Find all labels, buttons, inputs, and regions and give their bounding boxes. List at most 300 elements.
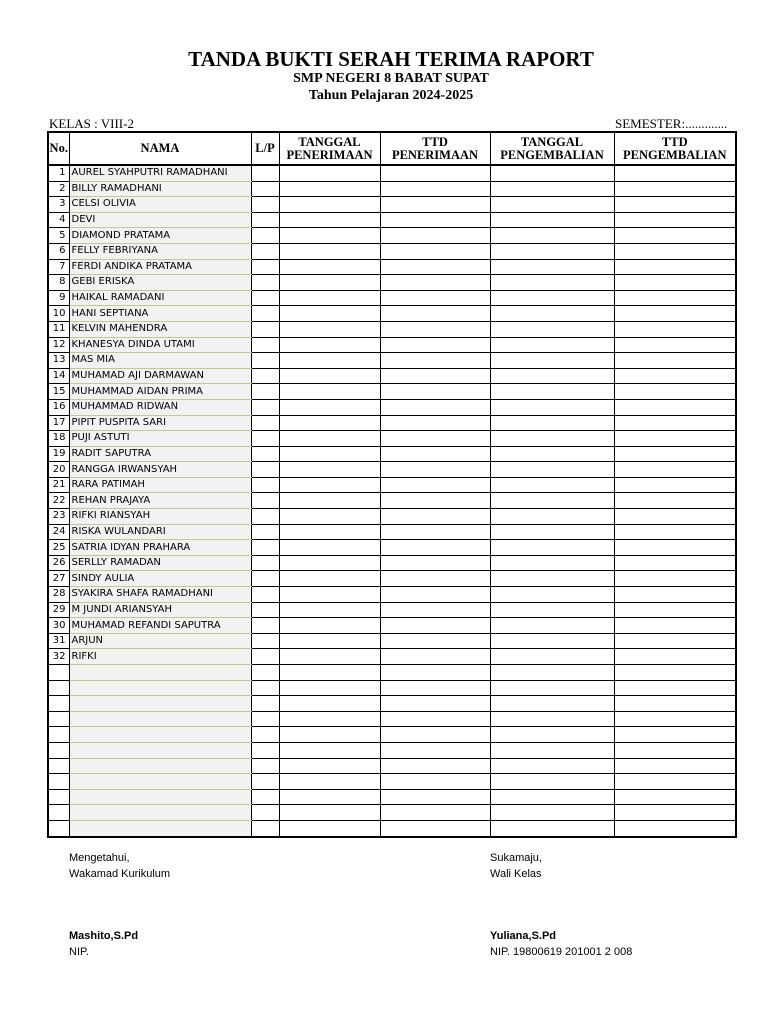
col-header-no: No. <box>48 132 69 165</box>
row-tanggal-penerimaan <box>279 399 380 415</box>
row-lp <box>251 665 279 681</box>
row-ttd-penerimaan <box>380 353 490 369</box>
row-nama: RISKA WULANDARI <box>69 524 251 540</box>
table-row <box>48 462 736 478</box>
row-nama <box>69 742 251 758</box>
col-header-tanggal-pengembalian: TANGGAL PENGEMBALIAN <box>490 132 614 165</box>
row-lp <box>251 540 279 556</box>
left-sign-line2: Wakamad Kurikulum <box>69 868 171 880</box>
left-sign-line1: Mengetahui, <box>69 852 130 864</box>
row-ttd-pengembalian <box>614 602 736 618</box>
row-nama: MUHAMMAD AIDAN PRIMA <box>69 384 251 400</box>
row-ttd-penerimaan <box>380 431 490 447</box>
row-ttd-pengembalian <box>614 571 736 587</box>
row-lp <box>251 181 279 197</box>
row-ttd-penerimaan <box>380 306 490 322</box>
empty-table-row <box>48 742 736 758</box>
row-no <box>48 711 69 727</box>
table-row <box>48 618 736 634</box>
row-lp <box>251 587 279 603</box>
row-ttd-penerimaan <box>380 774 490 790</box>
row-lp <box>251 493 279 509</box>
row-no: 13 <box>48 353 69 369</box>
row-tanggal-pengembalian <box>490 774 614 790</box>
row-no: 24 <box>48 524 69 540</box>
row-tanggal-pengembalian <box>490 758 614 774</box>
col-header-ttd-pengembalian: TTD PENGEMBALIAN <box>614 132 736 165</box>
row-no: 15 <box>48 384 69 400</box>
row-no: 22 <box>48 493 69 509</box>
row-lp <box>251 197 279 213</box>
table-row <box>48 165 736 181</box>
row-tanggal-pengembalian <box>490 711 614 727</box>
row-nama: HANI SEPTIANA <box>69 306 251 322</box>
col-header-lp: L/P <box>251 132 279 165</box>
row-nama <box>69 789 251 805</box>
row-nama: RARA PATIMAH <box>69 477 251 493</box>
row-no: 10 <box>48 306 69 322</box>
row-ttd-pengembalian <box>614 431 736 447</box>
row-ttd-penerimaan <box>380 228 490 244</box>
row-no: 18 <box>48 431 69 447</box>
row-tanggal-penerimaan <box>279 321 380 337</box>
row-tanggal-penerimaan <box>279 665 380 681</box>
row-ttd-pengembalian <box>614 181 736 197</box>
report-handover-table <box>47 131 737 838</box>
row-ttd-pengembalian <box>614 493 736 509</box>
row-ttd-pengembalian <box>614 446 736 462</box>
table-row <box>48 384 736 400</box>
row-no <box>48 696 69 712</box>
row-ttd-pengembalian <box>614 228 736 244</box>
row-no: 8 <box>48 275 69 291</box>
row-nama: SYAKIRA SHAFA RAMADHANI <box>69 587 251 603</box>
row-tanggal-pengembalian <box>490 602 614 618</box>
row-lp <box>251 446 279 462</box>
row-no: 2 <box>48 181 69 197</box>
row-ttd-pengembalian <box>614 524 736 540</box>
empty-table-row <box>48 758 736 774</box>
row-tanggal-pengembalian <box>490 649 614 665</box>
row-tanggal-pengembalian <box>490 633 614 649</box>
row-lp <box>251 805 279 821</box>
row-lp <box>251 368 279 384</box>
row-ttd-pengembalian <box>614 212 736 228</box>
row-nama: GEBI ERISKA <box>69 275 251 291</box>
row-nama <box>69 696 251 712</box>
row-lp <box>251 680 279 696</box>
row-ttd-penerimaan <box>380 587 490 603</box>
row-tanggal-penerimaan <box>279 524 380 540</box>
row-nama: MUHAMMAD RIDWAN <box>69 399 251 415</box>
right-sign-line2: Wali Kelas <box>490 868 542 880</box>
row-tanggal-penerimaan <box>279 727 380 743</box>
row-tanggal-penerimaan <box>279 571 380 587</box>
row-tanggal-pengembalian <box>490 368 614 384</box>
row-no <box>48 820 69 836</box>
row-ttd-pengembalian <box>614 696 736 712</box>
row-ttd-pengembalian <box>614 243 736 259</box>
row-ttd-penerimaan <box>380 259 490 275</box>
row-no <box>48 727 69 743</box>
row-no: 28 <box>48 587 69 603</box>
row-nama: M JUNDI ARIANSYAH <box>69 602 251 618</box>
row-ttd-penerimaan <box>380 399 490 415</box>
row-ttd-pengembalian <box>614 727 736 743</box>
row-ttd-pengembalian <box>614 633 736 649</box>
row-tanggal-pengembalian <box>490 493 614 509</box>
row-nama: CELSI OLIVIA <box>69 197 251 213</box>
row-lp <box>251 321 279 337</box>
row-ttd-penerimaan <box>380 509 490 525</box>
empty-table-row <box>48 680 736 696</box>
row-tanggal-penerimaan <box>279 758 380 774</box>
row-tanggal-penerimaan <box>279 228 380 244</box>
row-tanggal-penerimaan <box>279 633 380 649</box>
row-tanggal-pengembalian <box>490 259 614 275</box>
row-ttd-penerimaan <box>380 212 490 228</box>
row-ttd-pengembalian <box>614 742 736 758</box>
row-nama: PIPIT PUSPITA SARI <box>69 415 251 431</box>
row-ttd-penerimaan <box>380 820 490 836</box>
row-ttd-penerimaan <box>380 618 490 634</box>
row-tanggal-pengembalian <box>490 509 614 525</box>
row-lp <box>251 259 279 275</box>
row-lp <box>251 384 279 400</box>
table-row <box>48 259 736 275</box>
row-nama: FELLY FEBRIYANA <box>69 243 251 259</box>
row-lp <box>251 431 279 447</box>
row-ttd-penerimaan <box>380 337 490 353</box>
empty-table-row <box>48 727 736 743</box>
row-tanggal-penerimaan <box>279 275 380 291</box>
row-ttd-penerimaan <box>380 477 490 493</box>
row-ttd-pengembalian <box>614 399 736 415</box>
row-tanggal-penerimaan <box>279 618 380 634</box>
row-tanggal-pengembalian <box>490 212 614 228</box>
row-nama: RIFKI RIANSYAH <box>69 509 251 525</box>
row-tanggal-penerimaan <box>279 368 380 384</box>
row-lp <box>251 774 279 790</box>
row-no: 20 <box>48 462 69 478</box>
row-nama <box>69 805 251 821</box>
row-nama: KHANESYA DINDA UTAMI <box>69 337 251 353</box>
row-tanggal-penerimaan <box>279 415 380 431</box>
row-lp <box>251 477 279 493</box>
table-row <box>48 212 736 228</box>
document-title: TANDA BUKTI SERAH TERIMA RAPORT <box>188 47 594 71</box>
row-tanggal-penerimaan <box>279 462 380 478</box>
row-tanggal-penerimaan <box>279 789 380 805</box>
row-tanggal-pengembalian <box>490 228 614 244</box>
row-no: 6 <box>48 243 69 259</box>
row-lp <box>251 337 279 353</box>
row-nama: RANGGA IRWANSYAH <box>69 462 251 478</box>
table-row <box>48 431 736 447</box>
table-row <box>48 368 736 384</box>
row-tanggal-penerimaan <box>279 649 380 665</box>
row-tanggal-pengembalian <box>490 399 614 415</box>
row-ttd-penerimaan <box>380 384 490 400</box>
row-ttd-penerimaan <box>380 181 490 197</box>
row-lp <box>251 820 279 836</box>
row-lp <box>251 696 279 712</box>
row-tanggal-pengembalian <box>490 805 614 821</box>
row-nama: BILLY RAMADHANI <box>69 181 251 197</box>
row-lp <box>251 165 279 181</box>
row-tanggal-penerimaan <box>279 587 380 603</box>
row-lp <box>251 212 279 228</box>
row-tanggal-penerimaan <box>279 306 380 322</box>
row-nama: MUHAMAD REFANDI SAPUTRA <box>69 618 251 634</box>
row-ttd-pengembalian <box>614 368 736 384</box>
row-tanggal-pengembalian <box>490 618 614 634</box>
row-ttd-pengembalian <box>614 462 736 478</box>
table-row <box>48 446 736 462</box>
row-ttd-pengembalian <box>614 165 736 181</box>
row-no <box>48 789 69 805</box>
row-nama: SATRIA IDYAN PRAHARA <box>69 540 251 556</box>
row-tanggal-pengembalian <box>490 306 614 322</box>
row-tanggal-pengembalian <box>490 587 614 603</box>
row-nama: AUREL SYAHPUTRI RAMADHANI <box>69 165 251 181</box>
table-row <box>48 602 736 618</box>
row-ttd-penerimaan <box>380 805 490 821</box>
table-row <box>48 477 736 493</box>
row-tanggal-penerimaan <box>279 820 380 836</box>
row-ttd-penerimaan <box>380 524 490 540</box>
row-lp <box>251 306 279 322</box>
row-ttd-penerimaan <box>380 789 490 805</box>
table-row <box>48 181 736 197</box>
empty-table-row <box>48 820 736 836</box>
row-ttd-penerimaan <box>380 462 490 478</box>
empty-table-row <box>48 696 736 712</box>
table-row <box>48 524 736 540</box>
row-no: 3 <box>48 197 69 213</box>
row-ttd-pengembalian <box>614 665 736 681</box>
row-lp <box>251 618 279 634</box>
row-no: 1 <box>48 165 69 181</box>
row-ttd-penerimaan <box>380 665 490 681</box>
row-no <box>48 665 69 681</box>
row-ttd-penerimaan <box>380 290 490 306</box>
row-ttd-penerimaan <box>380 602 490 618</box>
row-lp <box>251 633 279 649</box>
row-nama <box>69 665 251 681</box>
empty-table-row <box>48 774 736 790</box>
row-no: 9 <box>48 290 69 306</box>
row-ttd-penerimaan <box>380 446 490 462</box>
row-tanggal-pengembalian <box>490 243 614 259</box>
row-tanggal-pengembalian <box>490 820 614 836</box>
row-tanggal-penerimaan <box>279 602 380 618</box>
semester-label: SEMESTER:............. <box>615 116 728 131</box>
row-no: 17 <box>48 415 69 431</box>
row-tanggal-pengembalian <box>490 321 614 337</box>
row-ttd-pengembalian <box>614 337 736 353</box>
row-ttd-penerimaan <box>380 680 490 696</box>
row-ttd-penerimaan <box>380 555 490 571</box>
row-nama: RADIT SAPUTRA <box>69 446 251 462</box>
table-row <box>48 275 736 291</box>
academic-year: Tahun Pelajaran 2024-2025 <box>308 88 474 103</box>
row-nama: KELVIN MAHENDRA <box>69 321 251 337</box>
row-tanggal-penerimaan <box>279 711 380 727</box>
row-ttd-penerimaan <box>380 275 490 291</box>
table-row <box>48 228 736 244</box>
row-lp <box>251 243 279 259</box>
table-row <box>48 555 736 571</box>
row-tanggal-pengembalian <box>490 446 614 462</box>
right-sign-nip: NIP. 19800619 201001 2 008 <box>490 946 633 958</box>
table-row <box>48 290 736 306</box>
table-row <box>48 493 736 509</box>
row-ttd-pengembalian <box>614 711 736 727</box>
row-tanggal-pengembalian <box>490 789 614 805</box>
row-tanggal-pengembalian <box>490 197 614 213</box>
row-no: 32 <box>48 649 69 665</box>
row-lp <box>251 649 279 665</box>
row-ttd-penerimaan <box>380 711 490 727</box>
row-no <box>48 774 69 790</box>
row-no: 25 <box>48 540 69 556</box>
row-nama <box>69 774 251 790</box>
row-ttd-penerimaan <box>380 197 490 213</box>
row-lp <box>251 789 279 805</box>
row-tanggal-penerimaan <box>279 742 380 758</box>
left-sign-name: Mashito,S.Pd <box>69 930 139 942</box>
row-nama <box>69 758 251 774</box>
row-no: 4 <box>48 212 69 228</box>
row-ttd-pengembalian <box>614 789 736 805</box>
row-ttd-penerimaan <box>380 571 490 587</box>
table-row <box>48 587 736 603</box>
school-name: SMP NEGERI 8 BABAT SUPAT <box>293 71 489 86</box>
row-ttd-penerimaan <box>380 696 490 712</box>
row-lp <box>251 415 279 431</box>
row-tanggal-pengembalian <box>490 524 614 540</box>
row-ttd-pengembalian <box>614 477 736 493</box>
empty-table-row <box>48 805 736 821</box>
table-row <box>48 306 736 322</box>
row-no: 12 <box>48 337 69 353</box>
row-lp <box>251 509 279 525</box>
row-tanggal-penerimaan <box>279 509 380 525</box>
row-tanggal-pengembalian <box>490 555 614 571</box>
row-tanggal-penerimaan <box>279 477 380 493</box>
row-nama: ARJUN <box>69 633 251 649</box>
table-row <box>48 197 736 213</box>
row-lp <box>251 571 279 587</box>
row-ttd-penerimaan <box>380 368 490 384</box>
table-row <box>48 399 736 415</box>
row-lp <box>251 353 279 369</box>
row-ttd-pengembalian <box>614 509 736 525</box>
row-lp <box>251 228 279 244</box>
row-nama: SINDY AULIA <box>69 571 251 587</box>
row-ttd-pengembalian <box>614 618 736 634</box>
row-lp <box>251 742 279 758</box>
row-no <box>48 758 69 774</box>
row-tanggal-pengembalian <box>490 353 614 369</box>
row-nama <box>69 727 251 743</box>
table-row <box>48 571 736 587</box>
row-tanggal-penerimaan <box>279 805 380 821</box>
row-lp <box>251 524 279 540</box>
left-sign-nip: NIP. <box>69 946 89 958</box>
row-ttd-penerimaan <box>380 540 490 556</box>
row-tanggal-penerimaan <box>279 197 380 213</box>
row-nama: FERDI ANDIKA PRATAMA <box>69 259 251 275</box>
row-tanggal-pengembalian <box>490 337 614 353</box>
row-ttd-pengembalian <box>614 384 736 400</box>
row-ttd-penerimaan <box>380 493 490 509</box>
row-nama: DIAMOND PRATAMA <box>69 228 251 244</box>
row-tanggal-penerimaan <box>279 243 380 259</box>
row-tanggal-penerimaan <box>279 337 380 353</box>
row-no: 21 <box>48 477 69 493</box>
row-nama: MUHAMAD AJI DARMAWAN <box>69 368 251 384</box>
table-row <box>48 649 736 665</box>
row-ttd-penerimaan <box>380 243 490 259</box>
row-no <box>48 805 69 821</box>
row-ttd-pengembalian <box>614 587 736 603</box>
row-no: 5 <box>48 228 69 244</box>
row-tanggal-penerimaan <box>279 696 380 712</box>
row-ttd-pengembalian <box>614 306 736 322</box>
row-nama: RIFKI <box>69 649 251 665</box>
row-ttd-pengembalian <box>614 259 736 275</box>
row-tanggal-pengembalian <box>490 181 614 197</box>
table-row <box>48 509 736 525</box>
table-row <box>48 243 736 259</box>
row-lp <box>251 462 279 478</box>
row-ttd-pengembalian <box>614 321 736 337</box>
row-ttd-pengembalian <box>614 680 736 696</box>
row-tanggal-pengembalian <box>490 665 614 681</box>
row-nama <box>69 820 251 836</box>
row-tanggal-pengembalian <box>490 540 614 556</box>
right-sign-line1: Sukamaju, <box>490 852 542 864</box>
row-tanggal-penerimaan <box>279 259 380 275</box>
row-no <box>48 742 69 758</box>
row-ttd-pengembalian <box>614 197 736 213</box>
table-row <box>48 633 736 649</box>
row-no: 29 <box>48 602 69 618</box>
row-ttd-penerimaan <box>380 321 490 337</box>
row-lp <box>251 399 279 415</box>
row-ttd-pengembalian <box>614 805 736 821</box>
row-tanggal-penerimaan <box>279 165 380 181</box>
row-ttd-pengembalian <box>614 649 736 665</box>
row-tanggal-pengembalian <box>490 384 614 400</box>
row-lp <box>251 275 279 291</box>
row-lp <box>251 727 279 743</box>
row-ttd-pengembalian <box>614 275 736 291</box>
row-nama <box>69 711 251 727</box>
row-nama: REHAN PRAJAYA <box>69 493 251 509</box>
row-ttd-pengembalian <box>614 540 736 556</box>
row-no: 11 <box>48 321 69 337</box>
class-label: KELAS : VIII-2 <box>49 116 134 131</box>
row-tanggal-pengembalian <box>490 727 614 743</box>
row-tanggal-penerimaan <box>279 555 380 571</box>
row-no: 31 <box>48 633 69 649</box>
row-lp <box>251 602 279 618</box>
col-header-ttd-penerimaan: TTD PENERIMAAN <box>380 132 490 165</box>
row-no <box>48 680 69 696</box>
